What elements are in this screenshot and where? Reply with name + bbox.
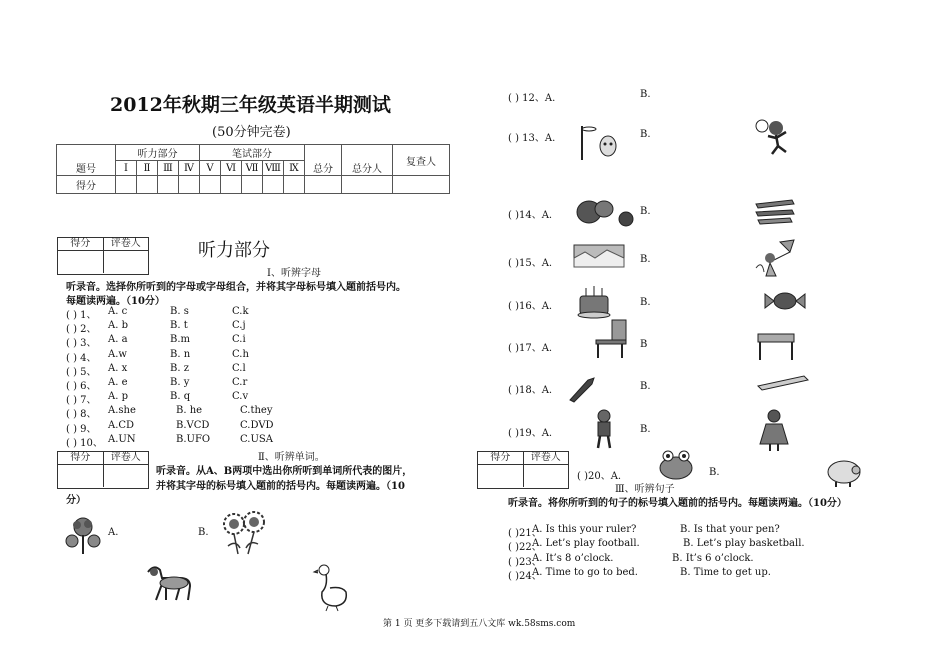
option-b: B. Is that your pen? xyxy=(680,524,780,535)
roman-numeral-cell: Ⅴ xyxy=(200,161,221,176)
bishi-header: 笔试部分 xyxy=(200,145,305,161)
section2-instruction-1: 听录音。从A、B两项中选出你所听到单词所代表的图片， xyxy=(156,466,413,477)
roman-numeral-cell: Ⅵ xyxy=(221,161,242,176)
section2-instruction-2: 并将其字母的标号填入题前的括号内。每题读两遍。（10 xyxy=(156,481,405,492)
kite-girl-icon xyxy=(754,238,800,278)
option-b: B. xyxy=(640,129,651,140)
option-c: C.h xyxy=(232,348,249,360)
option-c: C.r xyxy=(232,377,248,388)
score-table xyxy=(56,144,450,194)
option-b: B.m xyxy=(170,334,191,346)
question-number[interactable]: ( ) 13、A. xyxy=(508,133,556,144)
item11-option-b: B. xyxy=(198,527,209,538)
section3-heading: Ⅲ、听辨句子 xyxy=(615,484,675,495)
score-input-cell[interactable] xyxy=(263,176,284,194)
option-b: B. Time to get up. xyxy=(680,566,771,578)
score-input-cell[interactable] xyxy=(137,176,158,194)
score-input-cell[interactable] xyxy=(116,176,137,194)
section1-instruction-1: 听录音。选择你所听到的字母或字母组合，并将其字母标号填入题前括号内。 xyxy=(66,282,406,293)
option-c: C.they xyxy=(240,405,273,417)
option-c: C.j xyxy=(232,320,246,332)
option-c: C.v xyxy=(232,391,249,403)
score-input-cell[interactable] xyxy=(200,176,221,194)
basketball-hoop-icon xyxy=(578,124,620,162)
score-box-defen: 得分 xyxy=(58,238,104,250)
score-box-pingjuanren: 评卷人 xyxy=(530,452,561,463)
option-b: B. xyxy=(640,206,651,217)
option-a: A.UN xyxy=(108,433,136,445)
item11-option-a: A. xyxy=(108,527,119,538)
option-c: C.l xyxy=(232,362,246,374)
question-number[interactable]: ( )14、A. xyxy=(508,210,553,221)
boy-icon xyxy=(590,408,618,450)
roman-numeral-cell: Ⅲ xyxy=(158,161,179,176)
chair-icon xyxy=(592,318,630,360)
option-b: B. he xyxy=(176,405,203,417)
section2-instruction-3: 分） xyxy=(66,495,86,506)
landscape-icon xyxy=(573,244,625,268)
question-number[interactable]: ( )18、A. xyxy=(508,385,553,396)
fucharen-header: 复查人 xyxy=(393,145,450,176)
option-a: A. Let’s play football. xyxy=(532,538,640,550)
option-a: A.w xyxy=(108,348,127,360)
question-number[interactable]: ( ) 5、 xyxy=(66,366,97,378)
rose-icon xyxy=(63,515,105,555)
pen-icon xyxy=(566,374,598,404)
option-a: A. Is this your ruler? xyxy=(532,524,637,535)
score-input-cell[interactable] xyxy=(158,176,179,194)
question-number[interactable]: ( )17、A. xyxy=(508,343,553,354)
roman-numeral-cell: Ⅳ xyxy=(179,161,200,176)
question-number[interactable]: ( ) 8、 xyxy=(66,409,97,421)
score-input-cell[interactable] xyxy=(221,176,242,194)
roman-numeral-cell: Ⅸ xyxy=(284,161,305,176)
carrots-icon xyxy=(752,196,798,226)
section2-heading: Ⅱ、听辨单词。 xyxy=(258,452,325,463)
roman-numeral-cell: Ⅷ xyxy=(263,161,284,176)
page-footer: 第 1 页 更多下载请到五八文库 wk.58sms.com xyxy=(383,619,576,629)
score-input-cell[interactable] xyxy=(305,176,342,194)
roman-numeral-cell: Ⅶ xyxy=(242,161,263,176)
option-b: B. xyxy=(640,297,651,308)
option-a: A. c xyxy=(108,306,128,317)
question-number[interactable]: ( ) 6、 xyxy=(66,381,97,392)
question-number[interactable]: ( ) 7、 xyxy=(66,395,97,407)
option-c: C.k xyxy=(232,306,249,317)
section1-instruction-2: 每题读两遍。（10分） xyxy=(66,296,165,307)
option-b: B. Let’s play basketball. xyxy=(683,538,805,550)
section1-heading: Ⅰ、听辨字母 xyxy=(267,268,321,279)
question-number[interactable]: ( ) 9、 xyxy=(66,423,97,435)
option-b: B. xyxy=(640,381,651,392)
section3-instruction: 听录音。将你所听到的句子的标号填入题前的括号内。每题读两遍。（10分） xyxy=(508,498,847,509)
ruler-icon xyxy=(756,374,810,392)
tomatoes-icon xyxy=(574,196,634,228)
goose-icon xyxy=(312,562,352,612)
score-input-cell[interactable] xyxy=(242,176,263,194)
option-b: B. y xyxy=(170,377,190,388)
option-b: B. s xyxy=(170,306,189,317)
option-b: B. xyxy=(640,424,651,435)
option-a: A. p xyxy=(108,391,128,403)
option-b: B.UFO xyxy=(176,433,211,445)
question-number[interactable]: ( )15、A. xyxy=(508,258,553,269)
roman-numeral-cell: Ⅱ xyxy=(137,161,158,176)
option-b: B.VCD xyxy=(176,419,210,431)
score-box-3 xyxy=(477,451,569,489)
score-input-cell[interactable] xyxy=(284,176,305,194)
girl-icon xyxy=(756,408,792,452)
question-number[interactable]: ( ) 10、 xyxy=(66,437,103,449)
option-b: B. z xyxy=(170,362,189,374)
option-b: B. t xyxy=(170,320,188,332)
score-input-cell[interactable] xyxy=(393,176,450,194)
question-number[interactable]: ( ) 1、 xyxy=(66,310,97,321)
option-c: C.USA xyxy=(240,433,273,445)
pig-icon xyxy=(822,456,864,488)
option-c: C.DVD xyxy=(240,419,274,431)
question-number[interactable]: ( )20、A. xyxy=(577,471,622,482)
score-input-cell[interactable] xyxy=(179,176,200,194)
option-c: C.i xyxy=(232,334,246,346)
question-number[interactable]: ( ) 4、 xyxy=(66,352,97,364)
score-box-defen: 得分 xyxy=(478,452,524,464)
desk-icon xyxy=(756,330,796,362)
frog-icon xyxy=(655,448,697,482)
question-number[interactable]: ( )22、 xyxy=(508,542,542,554)
question-number[interactable]: ( )24、 xyxy=(508,570,542,582)
option-a: A.CD xyxy=(108,419,135,431)
option-b: B. xyxy=(709,467,720,478)
question-number[interactable]: ( )19、A. xyxy=(508,428,553,439)
option-b: B. It’s 6 o’clock. xyxy=(672,552,754,564)
option-b: B. xyxy=(640,254,651,265)
question-number[interactable]: ( ) 12、A. xyxy=(508,93,556,104)
score-box-pingjuanren: 评卷人 xyxy=(110,238,141,249)
option-a: A. x xyxy=(108,362,128,374)
option-b: B xyxy=(640,339,648,350)
score-box-pingjuanren: 评卷人 xyxy=(110,452,141,463)
defen-cell: 得分 xyxy=(57,176,116,194)
option-a: A. a xyxy=(108,334,128,346)
option-a: A. It’s 8 o’clock. xyxy=(532,552,614,564)
score-input-cell[interactable] xyxy=(342,176,393,194)
option-a: A. b xyxy=(108,320,128,332)
candy-icon xyxy=(763,290,807,312)
question-number[interactable]: ( )23、 xyxy=(508,556,542,568)
question-number[interactable]: ( ) 3、 xyxy=(66,338,97,350)
score-box-1 xyxy=(57,237,149,275)
horse-icon xyxy=(140,562,196,604)
option-b: B. q xyxy=(170,391,191,403)
question-number[interactable]: ( )21、 xyxy=(508,528,542,539)
page-subtitle: (50分钟完卷) xyxy=(212,125,291,140)
boy-playing-football-icon xyxy=(752,118,792,156)
option-a: A. e xyxy=(108,377,128,388)
sunflower-icon xyxy=(218,510,268,556)
option-b: B. xyxy=(640,89,651,100)
score-box-defen: 得分 xyxy=(58,452,104,464)
listening-title: 听力部分 xyxy=(198,240,270,261)
zongfen-header: 总分 xyxy=(305,145,342,176)
page-title: 2012年秋期三年级英语半期测试 xyxy=(110,94,391,116)
option-a: A. Time to go to bed. xyxy=(532,566,638,578)
question-number[interactable]: ( ) 2、 xyxy=(66,324,97,336)
zongfenren-header: 总分人 xyxy=(342,145,393,176)
birthday-cake-icon xyxy=(576,284,612,320)
option-b: B. n xyxy=(170,348,191,360)
roman-numeral-cell: Ⅰ xyxy=(116,161,137,176)
tingli-header: 听力部分 xyxy=(116,145,200,161)
tihao-cell: 题号 xyxy=(57,145,116,176)
option-a: A.she xyxy=(108,405,136,417)
question-number[interactable]: ( )16、A. xyxy=(508,301,553,312)
score-box-2 xyxy=(57,451,149,489)
